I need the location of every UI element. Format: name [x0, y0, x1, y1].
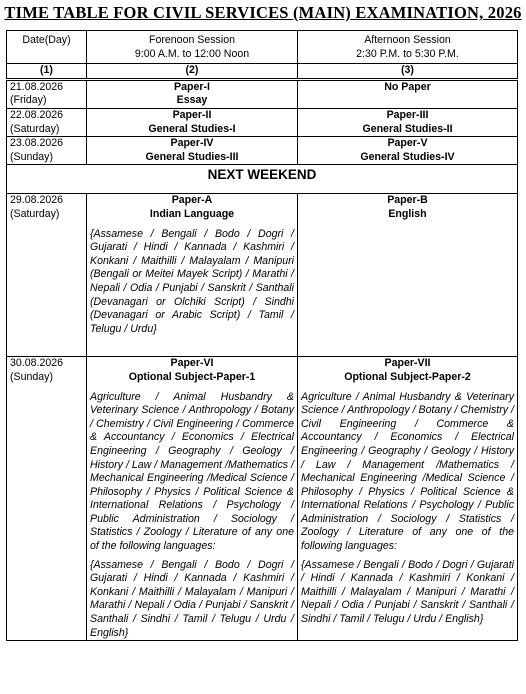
- afternoon-subject: General Studies-II: [362, 122, 453, 135]
- header-row: [7, 31, 518, 64]
- forenoon-title: Forenoon Session: [149, 34, 235, 46]
- day: (Sunday): [10, 150, 53, 163]
- forenoon-subject: General Studies-I: [148, 122, 236, 135]
- language-list: {Assamese / Bengali / Bodo / Dogri / Gujarati / Hindi / Kannada / Kashmiri / Konkani / Maithilli / Malayalam / Manipuri / Marathi / Nepali / Odia / Punjabi / Sanskrit / Santhali / Sindhi / Tamil / Telugu / Urdu / English}: [90, 558, 294, 639]
- forenoon-cell: [87, 79, 298, 108]
- day: (Sunday): [10, 370, 53, 383]
- header-date-label: Date(Day): [22, 34, 71, 46]
- afternoon-subject: General Studies-IV: [360, 150, 455, 163]
- header-date-cell: [7, 31, 87, 64]
- afternoon-cell: [298, 79, 518, 108]
- forenoon-paper: Paper-IV: [170, 137, 214, 150]
- schedule-row-30: [7, 357, 518, 641]
- day: (Friday): [10, 94, 47, 107]
- page-title: TIME TABLE FOR CIVIL SERVICES (MAIN) EXAMINATION, 2026: [4, 3, 522, 22]
- header-afternoon-cell: [298, 31, 518, 64]
- afternoon-paper: Paper-B: [387, 194, 428, 207]
- afternoon-paper: Paper-VII: [384, 357, 431, 370]
- timetable: [6, 30, 518, 641]
- next-weekend-row: [7, 165, 518, 194]
- afternoon-cell: [298, 357, 518, 641]
- date: 22.08.2026: [10, 108, 64, 121]
- forenoon-subject: Optional Subject-Paper-1: [128, 370, 256, 383]
- date-cell: [7, 79, 87, 108]
- date-cell: [7, 357, 87, 641]
- afternoon-subject: Optional Subject-Paper-2: [344, 370, 471, 383]
- schedule-row-29: [7, 194, 518, 357]
- forenoon-paper: Paper-II: [172, 108, 212, 121]
- schedule-row: [7, 79, 518, 108]
- language-list: {Assamese / Bengali / Bodo / Dogri / Gujarati / Hindi / Kannada / Kashmiri / Konkani / Maithilli / Malayalam / Manipuri / Marathi / Nepali / Odia / Punjabi / Sanskrit / Santhali / Sindhi / Tamil / Telugu / Urdu / English}: [301, 558, 514, 626]
- forenoon-paper: Paper-VI: [170, 357, 214, 370]
- schedule-row: [7, 108, 518, 136]
- afternoon-cell: [298, 108, 518, 136]
- date-cell: [7, 137, 87, 165]
- forenoon-cell: [87, 357, 298, 641]
- date: 30.08.2026: [10, 357, 64, 370]
- language-list: {Assamese / Bengali / Bodo / Dogri / Gujarati / Hindi / Kannada / Kashmiri / Konkani / Maithilli / Malayalam / Manipuri (Bengali or Meitei Mayek Script) / Marathi / Nepali / Odia / Punjabi / Sanskrit / Santhali (Devanagari or Olchiki Script) / Sindhi (Devanagari or Arabic Script) / Tamil / Telugu / Urdu}: [90, 227, 294, 335]
- date-cell: [7, 108, 87, 136]
- schedule-row: [7, 137, 518, 165]
- afternoon-subject: English: [388, 207, 427, 220]
- date: 21.08.2026: [10, 80, 64, 93]
- afternoon-cell: [298, 194, 518, 357]
- afternoon-paper: No Paper: [384, 80, 431, 93]
- forenoon-paper: Paper-I: [174, 80, 210, 93]
- forenoon-time: 9:00 A.M. to 12:00 Noon: [134, 47, 250, 60]
- forenoon-cell: [87, 194, 298, 357]
- day: (Saturday): [10, 122, 60, 135]
- day: (Saturday): [10, 207, 60, 220]
- forenoon-cell: [87, 137, 298, 165]
- afternoon-cell: [298, 137, 518, 165]
- forenoon-subject: Essay: [176, 94, 208, 107]
- next-weekend-heading: NEXT WEEKEND: [7, 165, 518, 194]
- afternoon-paper: Paper-V: [387, 137, 428, 150]
- col-number-2: (2): [87, 64, 298, 80]
- forenoon-cell: [87, 108, 298, 136]
- date: 29.08.2026: [10, 194, 64, 207]
- afternoon-paper: Paper-III: [386, 108, 429, 121]
- column-number-row: [7, 64, 518, 80]
- afternoon-time: 2:30 P.M. to 5:30 P.M.: [356, 47, 459, 60]
- header-forenoon-cell: [87, 31, 298, 64]
- forenoon-subject: Indian Language: [149, 207, 235, 220]
- date: 23.08.2026: [10, 137, 64, 150]
- forenoon-paper: Paper-A: [171, 194, 213, 207]
- col-number-3: (3): [298, 64, 518, 80]
- subject-list: Agriculture / Animal Husbandry & Veterinary Science / Anthropology / Botany / Chemistry / Civil Engineering / Commerce & Accountancy / Economics / Electrical Engineering / Geography / Geology / History / Law / Management /Mathematics / Mechanical Engineering /Medical Science / Philosophy / Physics / Political Science & International Relations / Psychology / Public Administration / Sociology / Statistics / Zoology / Literature of any one of the following languages:: [90, 390, 294, 553]
- date-cell: [7, 194, 87, 357]
- forenoon-subject: General Studies-III: [145, 150, 239, 163]
- subject-list: Agriculture / Animal Husbandry & Veterinary Science / Anthropology / Botany / Chemistry / Civil Engineering / Commerce & Accountancy / Economics / Electrical Engineering / Geography / Geology / History / Law / Management /Mathematics / Mechanical Engineering /Medical Science / Philosophy / Physics / Political Science & International Relations / Psychology / Public Administration / Sociology / Statistics / Zoology / Literature of any one of the following languages:: [301, 390, 514, 553]
- afternoon-title: Afternoon Session: [364, 34, 451, 46]
- col-number-1: (1): [7, 64, 87, 80]
